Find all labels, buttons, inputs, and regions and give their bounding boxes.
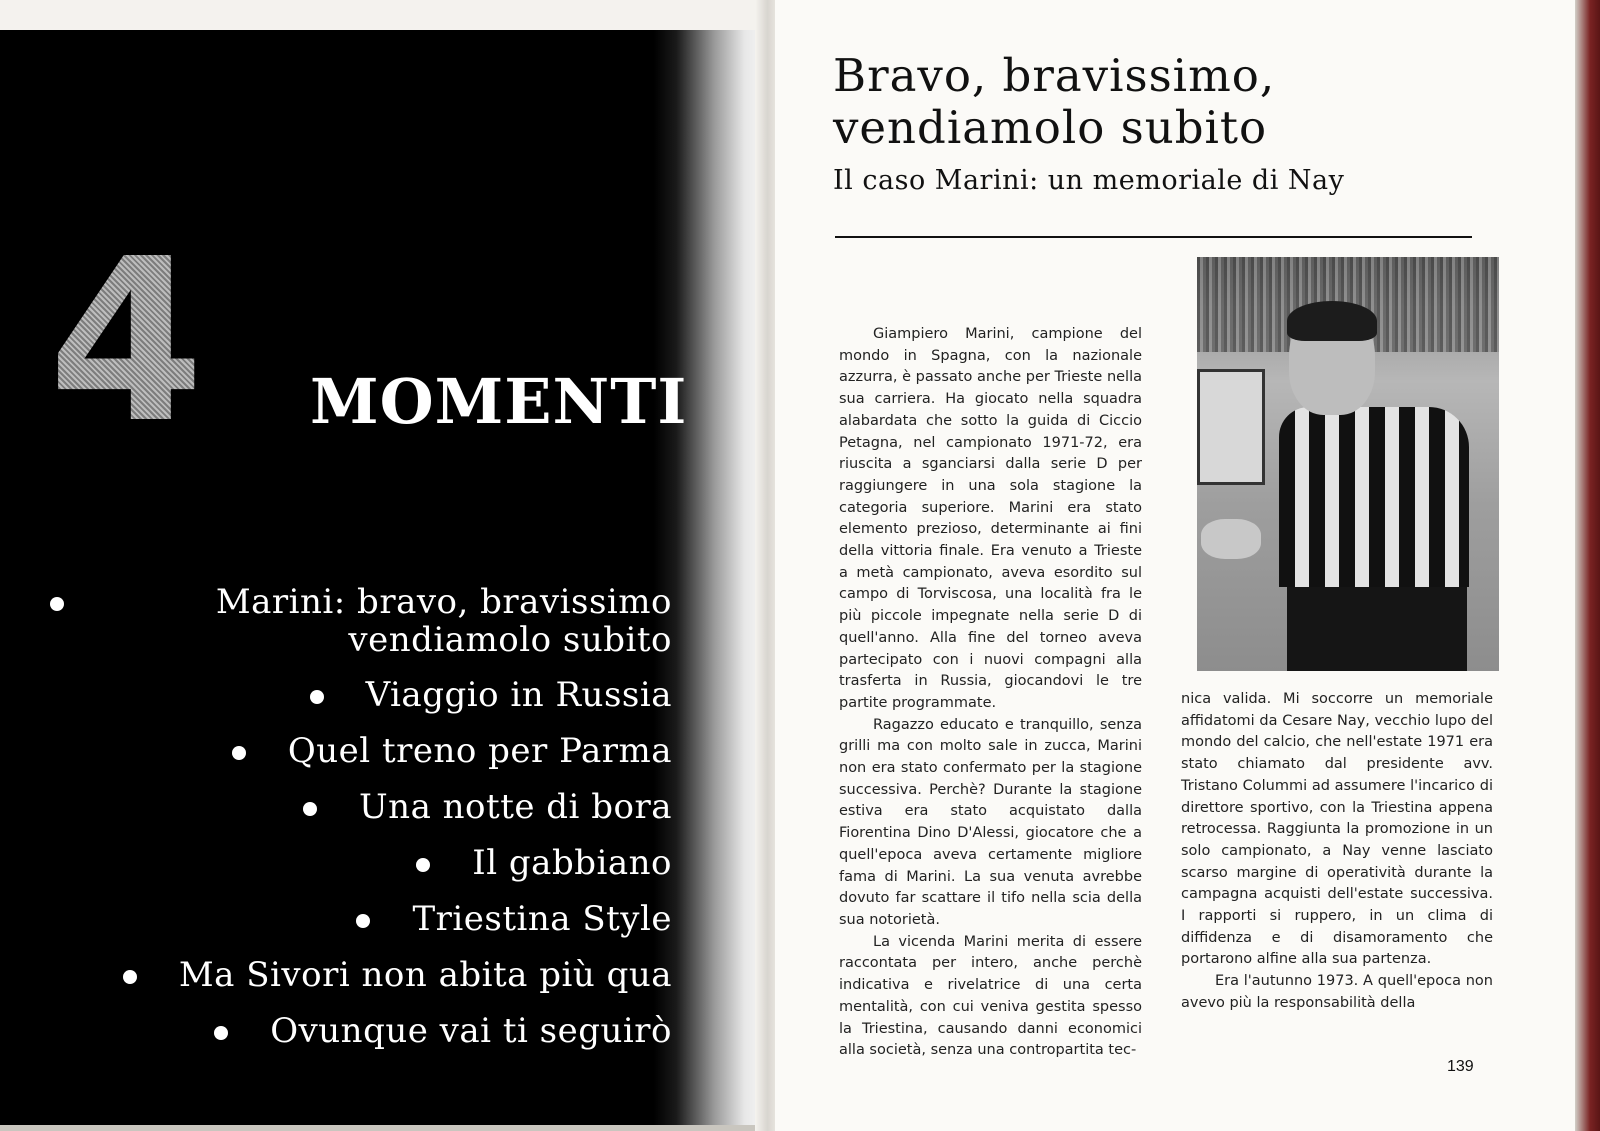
contents-item — [32, 955, 672, 995]
contents-item-line: Ovunque vai ti seguirò — [270, 1011, 672, 1051]
chapter-number: 4 — [48, 211, 199, 473]
book-edge-right — [1575, 0, 1600, 1131]
contents-item-line: Quel treno per Parma — [287, 731, 672, 771]
contents-item-line: Il gabbiano — [472, 843, 672, 883]
bullet-icon — [214, 1026, 228, 1040]
contents-item — [32, 675, 672, 715]
paragraph: nica valida. Mi soccorre un memoriale affidatomi da Cesare Nay, vecchio lupo del mondo del calcio, che nell'estate 1971 era stato chiamato dal presidente avv. Tristano Colummi ad assumere l'incarico di direttore sportivo, con la Triestina appena retrocessa. Raggiunta la promozione in un solo campionato, a Nay venne lasciato scarso margine di operatività durante la campagna acquisti dell'estate successiva. I rapporti si ruppero, in un clima di diffidenza e di disamoramento che portarono alfine alla sua partenza. — [1181, 691, 1493, 968]
contents-item-line: Marini: bravo, bravissimo — [215, 582, 672, 622]
page-number: 139 — [1447, 1058, 1474, 1075]
article-title-line: Bravo, bravissimo, — [833, 49, 1276, 102]
right-page — [775, 0, 1575, 1131]
chapter-heading: MOMENTI — [310, 365, 688, 438]
bullet-icon — [123, 970, 137, 984]
contents-item-line: Ma Sivori non abita più qua — [178, 955, 672, 995]
photo-hair — [1287, 301, 1377, 341]
article-title-line: vendiamolo subito — [833, 101, 1268, 154]
contents-item-line: Viaggio in Russia — [365, 675, 672, 715]
bullet-icon — [50, 597, 64, 611]
text-column-left — [839, 324, 1142, 1062]
bullet-icon — [232, 746, 246, 760]
contents-item — [32, 899, 672, 939]
article-subtitle: Il caso Marini: un memoriale di Nay — [833, 165, 1345, 196]
contents-item — [32, 843, 672, 883]
bullet-icon — [356, 914, 370, 928]
contents-item — [32, 787, 672, 827]
contents-item — [32, 583, 672, 659]
photo-handshake — [1201, 519, 1261, 559]
bullet-icon — [303, 802, 317, 816]
page-margin — [0, 0, 760, 30]
contents-item — [32, 1011, 672, 1051]
photo-shorts — [1287, 577, 1467, 671]
paragraph: Ragazzo educato e tranquillo, senza grilli ma con molto sale in zucca, Marini non era stato confermato per la stagione successiva. Perchè? Durante la stagione estiva era stato acquistato dalla Fiorentina Dino D'Alessi, giocatore che a quell'epoca aveva certamente migliore fama di Marini. La sua venuta avrebbe dovuto far scattare il tifo nella scia della sua notorietà. — [839, 716, 1142, 928]
paragraph: La vicenda Marini merita di essere raccontata per intero, anche perchè indicativa e rivelatrice di una certa mentalità, con cui veniva gestita spesso la Triestina, causando danni economici alla società, senza una contropartita tec- — [839, 933, 1142, 1059]
contents-item-line: vendiamolo subito — [348, 620, 672, 660]
paragraph: Giampiero Marini, campione del mondo in Spagna, con la nazionale azzurra, è passato anche per Trieste nella sua carriera. Ha giocato nella squadra alabardata che sotto la guida di Ciccio Petagna, nel campionato 1971-72, era riuscita a sganciarsi dalla serie D per raggiungere in una sola stagione la categoria superiore. Marini era stato elemento prezioso, determinante ai fini della vittoria finale. Era venuto a Trieste a metà campionato, aveva esordito sul campo di Torviscosa, una località fra le più piccole impegnate nella serie D di quell'anno. Alla fine del torneo aveva partecipato con i nuovi compagni alla trasferta in Russia, giocandovi le tre partite programmate. — [839, 326, 1142, 711]
photo-striped-shirt — [1279, 407, 1469, 587]
article-title — [833, 50, 1275, 154]
bullet-icon — [416, 858, 430, 872]
contents-item-line: Triestina Style — [412, 899, 672, 939]
paragraph: Era l'autunno 1973. A quell'epoca non avevo più la responsabilità della — [1181, 973, 1493, 1011]
left-page — [0, 30, 760, 1125]
chapter-contents-list — [32, 583, 672, 1051]
contents-item — [32, 731, 672, 771]
player-photo — [1197, 257, 1499, 671]
photo-plaque — [1197, 369, 1265, 485]
title-divider — [835, 236, 1472, 238]
bullet-icon — [310, 690, 324, 704]
text-column-right — [1181, 689, 1493, 1015]
contents-item-line: Una notte di bora — [359, 787, 672, 827]
